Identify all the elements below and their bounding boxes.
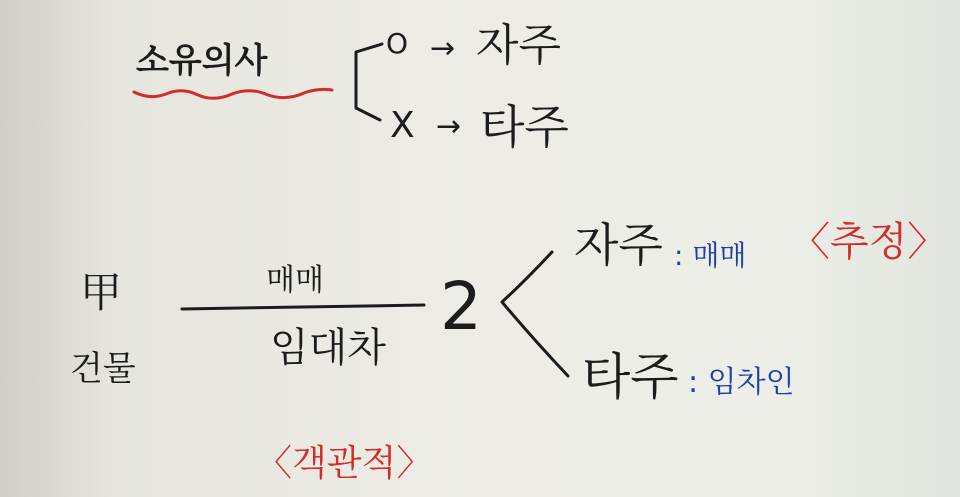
choice-number: 2 [440,268,482,345]
option-b-label: 타주 [582,348,679,406]
branch-no-result: 타주 [480,100,569,154]
branch-yes-mark: O [386,27,409,60]
party-label: 甲 [80,268,123,317]
option-b-detail: : 임차인 [688,365,795,400]
option-a-label: 자주 [574,218,663,272]
branch-yes-arrow: → [430,31,456,66]
split-chevron [502,252,568,376]
transaction-line [182,305,424,309]
branch-no-mark: X [390,105,415,146]
branch-yes-result: 자주 [476,20,562,71]
bottom-tag: 〈객관적〉 [256,443,433,484]
option-a-detail: : 매매 [674,239,747,272]
transaction-below: 임대차 [270,325,386,371]
branch-no-arrow: → [436,109,462,144]
option-a-tag: 〈추정〉 [790,219,948,265]
heading-ownership-intent: 소유의사 [136,41,268,81]
object-label: 건물 [70,349,136,389]
branch-bracket [356,44,382,120]
transaction-above: 매매 [266,263,324,298]
red-underline [134,89,332,98]
